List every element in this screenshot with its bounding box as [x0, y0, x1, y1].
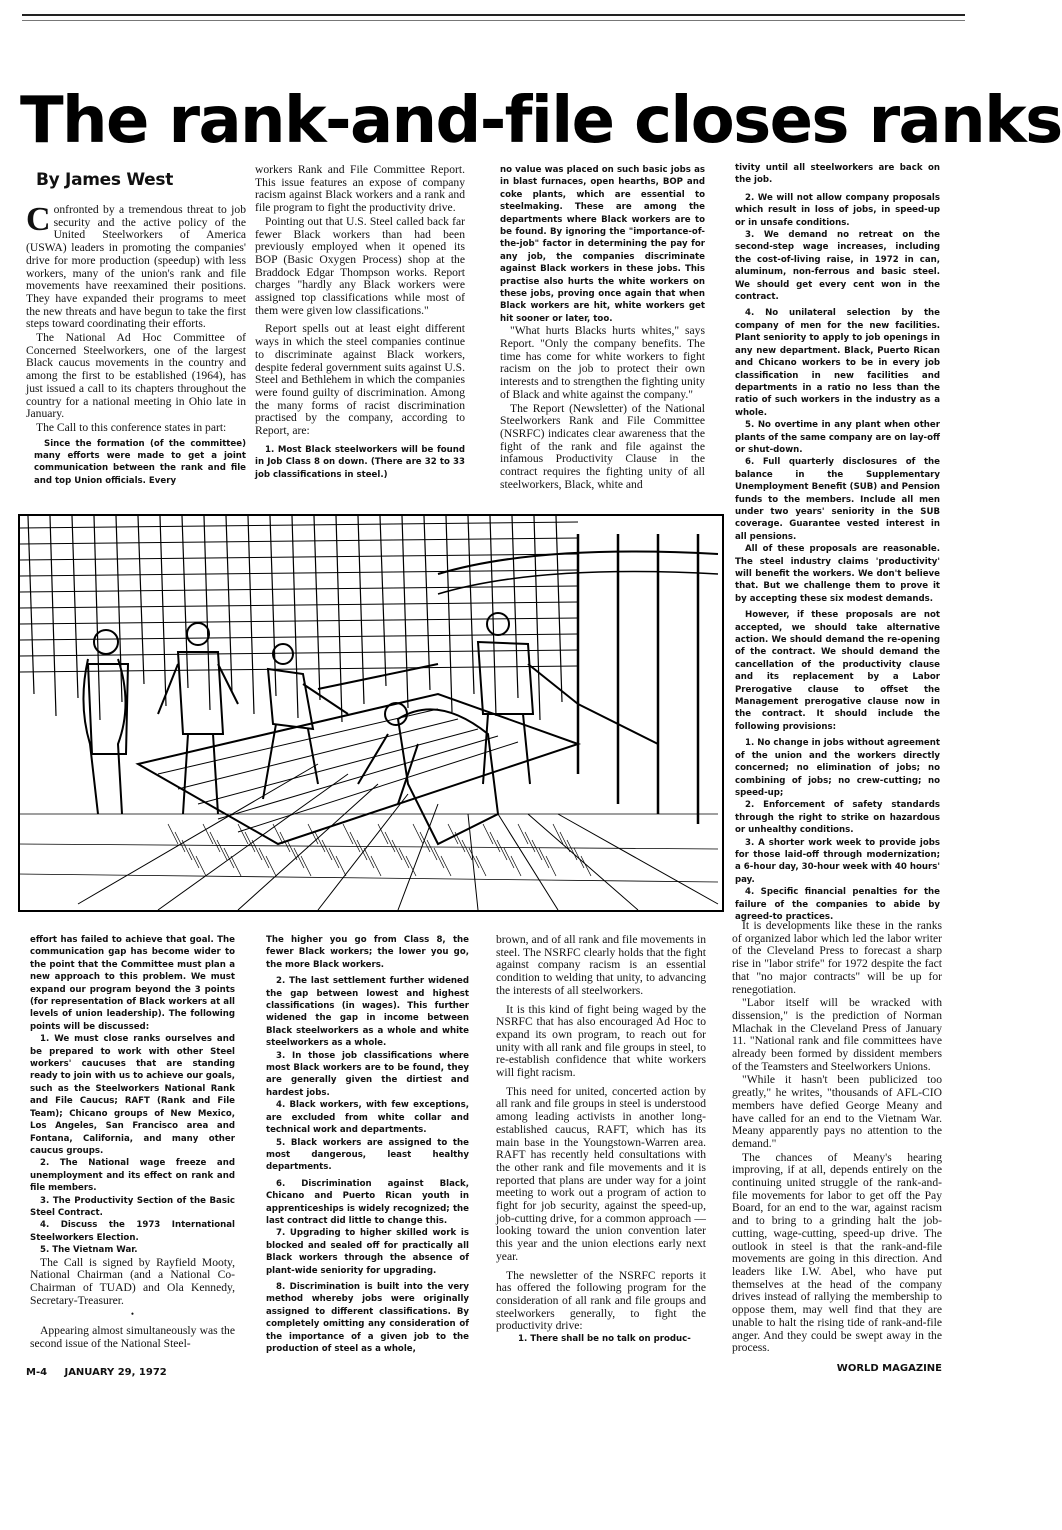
paragraph: "What hurts Blacks hurts whites," says Report. "Only the company benefits. The time has come for white workers to fight racism on the job to protect their own interests and to strengthen the fighting unity of Black and white against the company." [500, 324, 705, 401]
discrimination-item: 8. Discrimination is built into the very method whereby jobs were originally assigned to different classifications. By completely omitting any consideration of the importance of a given job to the production of steel as a whole, [266, 1281, 469, 1354]
folio-date: M-4 JANUARY 29, 1972 [26, 1367, 167, 1378]
program-item: 5. No overtime in any plant when other plants of the same company are on lay-off or shut-down. [735, 420, 940, 455]
discrimination-list-start: 1. Most Black steelworkers will be found in Job Class 8 on down. (There are 32 to 33 job classifications in steel.) [255, 444, 465, 480]
provision-item: 2. Enforcement of safety standards through the right to strike on hazardous or unhealthy conditions. [735, 800, 940, 836]
paragraph: It is this kind of fight being waged by the NSRFC that has also encouraged Ad Hoc to expand its own program, to reach out for unity with all rank and file groups in steel, to re-establish confidence that white workers will fight racism. [496, 1002, 706, 1080]
discrimination-item: 3. In those job classifications where most Black workers are to be found, they are generally given the dirtiest and hardest jobs. [266, 1050, 469, 1098]
headline: The rank-and-file closes ranks [20, 84, 1062, 158]
paragraph: The newsletter of the NSRFC reports it has offered the following program for the consideration of all rank and file groups and steelworkers generally, to fight the productivity drive: [496, 1268, 706, 1333]
upper-column-1 [26, 164, 246, 504]
paragraph: The National Ad Hoc Committee of Concerned Steelworkers, one of the largest Black caucus movements in the country and among the first to be established (1964), has just issued a call to its chapters throughout the country for a national meeting in Ohio late in January. [26, 331, 246, 421]
program-item: 3. We demand no retreat on the second-step wage increases, including the cost-of-living raise, in 1972 in can, aluminum, non-ferrous and basic steel. We should get every cent won in the contract. [735, 230, 940, 303]
publication-name: WORLD MAGAZINE [836, 1363, 942, 1374]
paragraph: brown, and of all rank and file movements in steel. The NSRFC clearly holds that the fight against company racism is an essential condition to welding that unity, to advancing the interests of all steelworkers. [496, 933, 706, 997]
discrimination-item: The higher you go from Class 8, the fewer Black workers; the lower you go, the more Black workers. [266, 935, 469, 970]
paragraph: The Call is signed by Rayfield Mooty, National Chairman (and a National Co-Chairman of TUAD) and Ola Kennedy, Secretary-Treasurer. [30, 1255, 235, 1307]
program-item: 4. No unilateral selection by the company of men for the new facilities. Plant seniority to apply to job openings in any new department. Black, Puerto Rican and Chicano workers to be in every job classification in new facilities and departments in a ratio no less than the ratio of such workers in the industry as a whole. [735, 308, 940, 418]
paragraph: The Report (Newsletter) of the National Steelworkers Rank and File Committee (NSRFC) indicates clear awareness that the fight of the rank and file against the infamous Productivity Clause in the contract requires the fighting unity of all steelworkers, Black, white and [500, 401, 705, 491]
paragraph: This need for united, concerted action by all rank and file groups in steel is understood among leading activists in another long-established caucus, RAFT, which has its main base in the Youngstown-Warren area. RAFT has recently held consultations with the other rank and file movements and it is reported that plans are under way for a joint meeting to work out a program of action to fight for job security, against the speed-up, job-cutting drive, for a common approach — looking toward the union convention later this year and the union elections early next year. [496, 1084, 706, 1263]
program-item: 2. We will not allow company proposals which result in loss of jobs, in speed-up or in unsafe conditions. [735, 192, 940, 228]
right-column-program [735, 162, 940, 922]
program-item-1: 1. There shall be no talk on produc- [518, 1334, 691, 1345]
call-quote-continued: effort has failed to achieve that goal. The communication gap has become wider to the point that the Committee must plan a new approach to this problem. We must expand our program beyond the 3 points (for representation of Black workers at all levels of union leadership). The following points will be discussed: 1. We must close ranks ourselves and be prepared to work with other Steel workers' caucuses that are standing ready to join with us to achieve our goals, such as the Steelworkers National Rank and File Caucus; RAFT (Rank and File Team); Chicano groups of New Mexico, Los Angeles, San Francisco area and Fontana, California, and many other caucus groups. 2. The National wage freeze and unemployment and its effect on rank and file members. 3. The Productivity Section of the Basic Steel Contract. 4. Discuss the 1973 International Steelworkers Election. 5. The Vietnam War. [30, 935, 235, 1256]
program-text: All of these proposals are reasonable. The steel industry claims 'productivity' will benefit the workers. We don't believe that. But we challenge them to prove it by accepting these six modest demands. [735, 544, 940, 604]
program-item: 6. Full quarterly disclosures of the balance in the Supplementary Unemployment Benefit (SUB) and Pension funds to the members. Include all men under two years' seniority in the SUB coverage. Guarantee vested interest in all pensions. [735, 457, 940, 542]
paragraph: Appearing almost simultaneously was the second issue of the National Steel- [30, 1324, 235, 1350]
lower-column-2 [266, 934, 469, 1354]
lede-paragraph: Confronted by a tremendous threat to job security and the active policy of the United Steelworkers of America (USWA) leaders in promoting the companies' drive for more production (speedup) with less workers, many of the union's rank and file movements have reexamined their positions. They have expanded their programs to meet the new threats and have begun to take the first steps toward coordinating their efforts. [26, 201, 246, 331]
paragraph: Report spells out at least eight different ways in which the steel companies continue to discriminate against Black workers, despite federal government suits against U.S. Steel and Bethlehem in which the companies were found guilty of discrimination. Among the many forms of racist discrimination practised by the company, according to Report, are: [255, 322, 465, 438]
paragraph: Pointing out that U.S. Steel called back far fewer Black workers than had been previously employed when it opened its BOP (Basic Oxygen Process) shop at the Braddock Edgar Thompson works. Report charges "hardly any Black workers were assigned top classifications while most of them were given low classifications." [255, 214, 465, 317]
steel-mill-drawing [18, 514, 724, 912]
lower-column-3 [496, 934, 706, 1354]
steel-mill-illustration [18, 514, 724, 912]
discrimination-item: 4. Black workers, with few exceptions, are excluded from white collar and technical work and departments. [266, 1100, 469, 1136]
paragraph: The Call to this conference states in part: [36, 420, 227, 434]
program-text: However, if these proposals are not accepted, we should take alternative action. We should demand the re-opening of the contract. We should demand the cancellation of the productivity clause and its replacement by a Labor Prerogative clause to offset the Management prerogative clause now in the contract. It should include the following provisions: [735, 610, 940, 732]
paragraph: "Labor itself will be wracked with dissension," is the prediction of Norman Mlachak in the Cleveland Press of January 11. "National rank and file committees have already been formed by dissident members of the Teamsters and Steelworkers Unions. [732, 996, 942, 1073]
top-rule [22, 14, 965, 16]
upper-col1-text [26, 201, 246, 435]
section-bullet: • [130, 1309, 135, 1320]
discrimination-item: 6. Discrimination against Black, Chicano and Puerto Rican youth in apprenticeships is widely recognized; the last contract did little to change this. [266, 1178, 469, 1226]
paragraph: "While it hasn't been publicized too greatly," he writes, "thousands of AFL-CIO members have defied George Meany and have called for an end to the Vietnam War. Meany apparently pays no attention to the demand." [732, 1073, 942, 1150]
drop-cap: C [26, 201, 51, 238]
upper-column-3 [500, 164, 705, 504]
paragraph: The chances of Meany's hearing improving, if at all, depends entirely on the continuing united struggle of the rank-and-file movements for labor to get off the Pay Board, for an end to the war, against racism and to bring to a grinding halt the job-cutting, wage-cutting, speed-up drive. The outlook in steel is that the rank-and-file movements are going in this direction. And leaders like I.W. Abel, who have put themselves at the head of the company drives instead of rallying the membership to oppose them, may well find that they are unable to halt the rising tide of rank-and-file anger. And they could be swept away in the process. [732, 1150, 942, 1355]
provision-item: 4. Specific financial penalties for the failure of the companies to abide by agreed-to practices. [735, 887, 940, 922]
call-quote: Since the formation (of the committee) many efforts were made to get a joint communication between the rank and file and top Union officials. Every [34, 438, 246, 486]
discrimination-item: 7. Upgrading to higher skilled work is blocked and sealed off for practically all Black workers through the absence of plant-wide seniority for upgrading. [266, 1228, 469, 1276]
provision-item: 1. No change in jobs without agreement of the union and the workers directly concerned; no elimination of jobs; no combining of jobs; no crew-cutting; no speed-up; [735, 738, 940, 798]
top-rule-thin [22, 20, 965, 21]
provision-item: 3. A shorter work week to provide jobs for those laid-off through modernization; a 6-hour day, 30-hour week with 40 hours' pay. [735, 837, 940, 885]
byline: By James West [36, 170, 174, 190]
lower-column-1 [30, 934, 235, 1354]
discrimination-item: 5. Black workers are assigned to the most dangerous, least healthy departments. [266, 1137, 469, 1173]
paragraph: workers Rank and File Committee Report. This issue features an expose of company racism against Black workers and a rank and file program to fight the productivity drive. [255, 163, 465, 215]
discrimination-item: 2. The last settlement further widened the gap between lowest and highest classifications (in wages). This further widened the gap in income between Black steelworkers as a whole and white steelworkers as a whole. [266, 976, 469, 1049]
discrimination-list-continued: no value was placed on such basic jobs as in blast furnaces, open hearths, BOP and coke plants, which are essential to steelmaking. These are among the departments where Black workers are to be found. By ignoring the "importance-of-the-job" factor in determining the pay for any job, the companies discriminate against Black workers in these jobs. This practise also hurts the white workers on these jobs, proving once again that when Black workers are hit, white workers get hit sooner or later, too. [500, 165, 705, 324]
program-text: tivity until all steelworkers are back on the job. [735, 163, 940, 186]
upper-column-2 [255, 164, 465, 504]
lower-column-4 [732, 919, 942, 1355]
paragraph: It is developments like these in the ranks of organized labor which led the labor writer of the Cleveland Press to forecast a sharp rise in "labor strife" for 1972 despite the fact that "no major contracts" will be up for renegotiation. [732, 919, 942, 996]
